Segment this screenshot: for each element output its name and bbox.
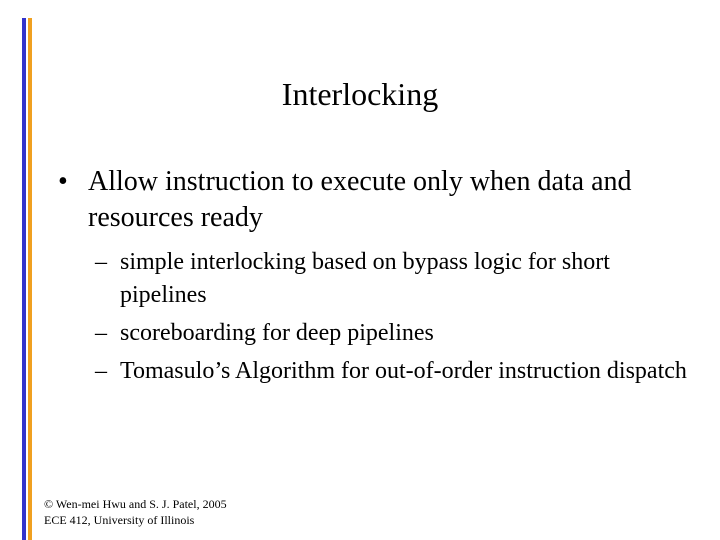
slide-title-text: Interlocking <box>281 76 439 112</box>
sub-bullet-item <box>95 317 698 350</box>
slide-title <box>0 74 720 114</box>
slide-footer <box>44 496 227 528</box>
main-bullet-text: Allow instruction to execute only when data and resources ready <box>88 166 632 233</box>
dash-icon: – <box>95 358 107 384</box>
sub-bullet-item <box>95 246 698 312</box>
dash-icon: – <box>95 249 107 275</box>
copyright-line: © Wen-mei Hwu and S. J. Patel, 2005 <box>44 497 227 511</box>
sub-bullet-list <box>58 246 698 388</box>
course-line: ECE 412, University of Illinois <box>44 513 195 527</box>
sub-bullet-item <box>95 355 698 388</box>
sub-bullet-text: Tomasulo’s Algorithm for out-of-order instruction dispatch <box>120 358 687 384</box>
slide-body <box>58 164 698 393</box>
dash-icon: – <box>95 320 107 346</box>
sub-bullet-text: simple interlocking based on bypass logic for short pipelines <box>120 249 610 308</box>
bullet-icon: • <box>58 166 68 197</box>
main-bullet <box>58 164 698 236</box>
sub-bullet-text: scoreboarding for deep pipelines <box>120 320 434 346</box>
